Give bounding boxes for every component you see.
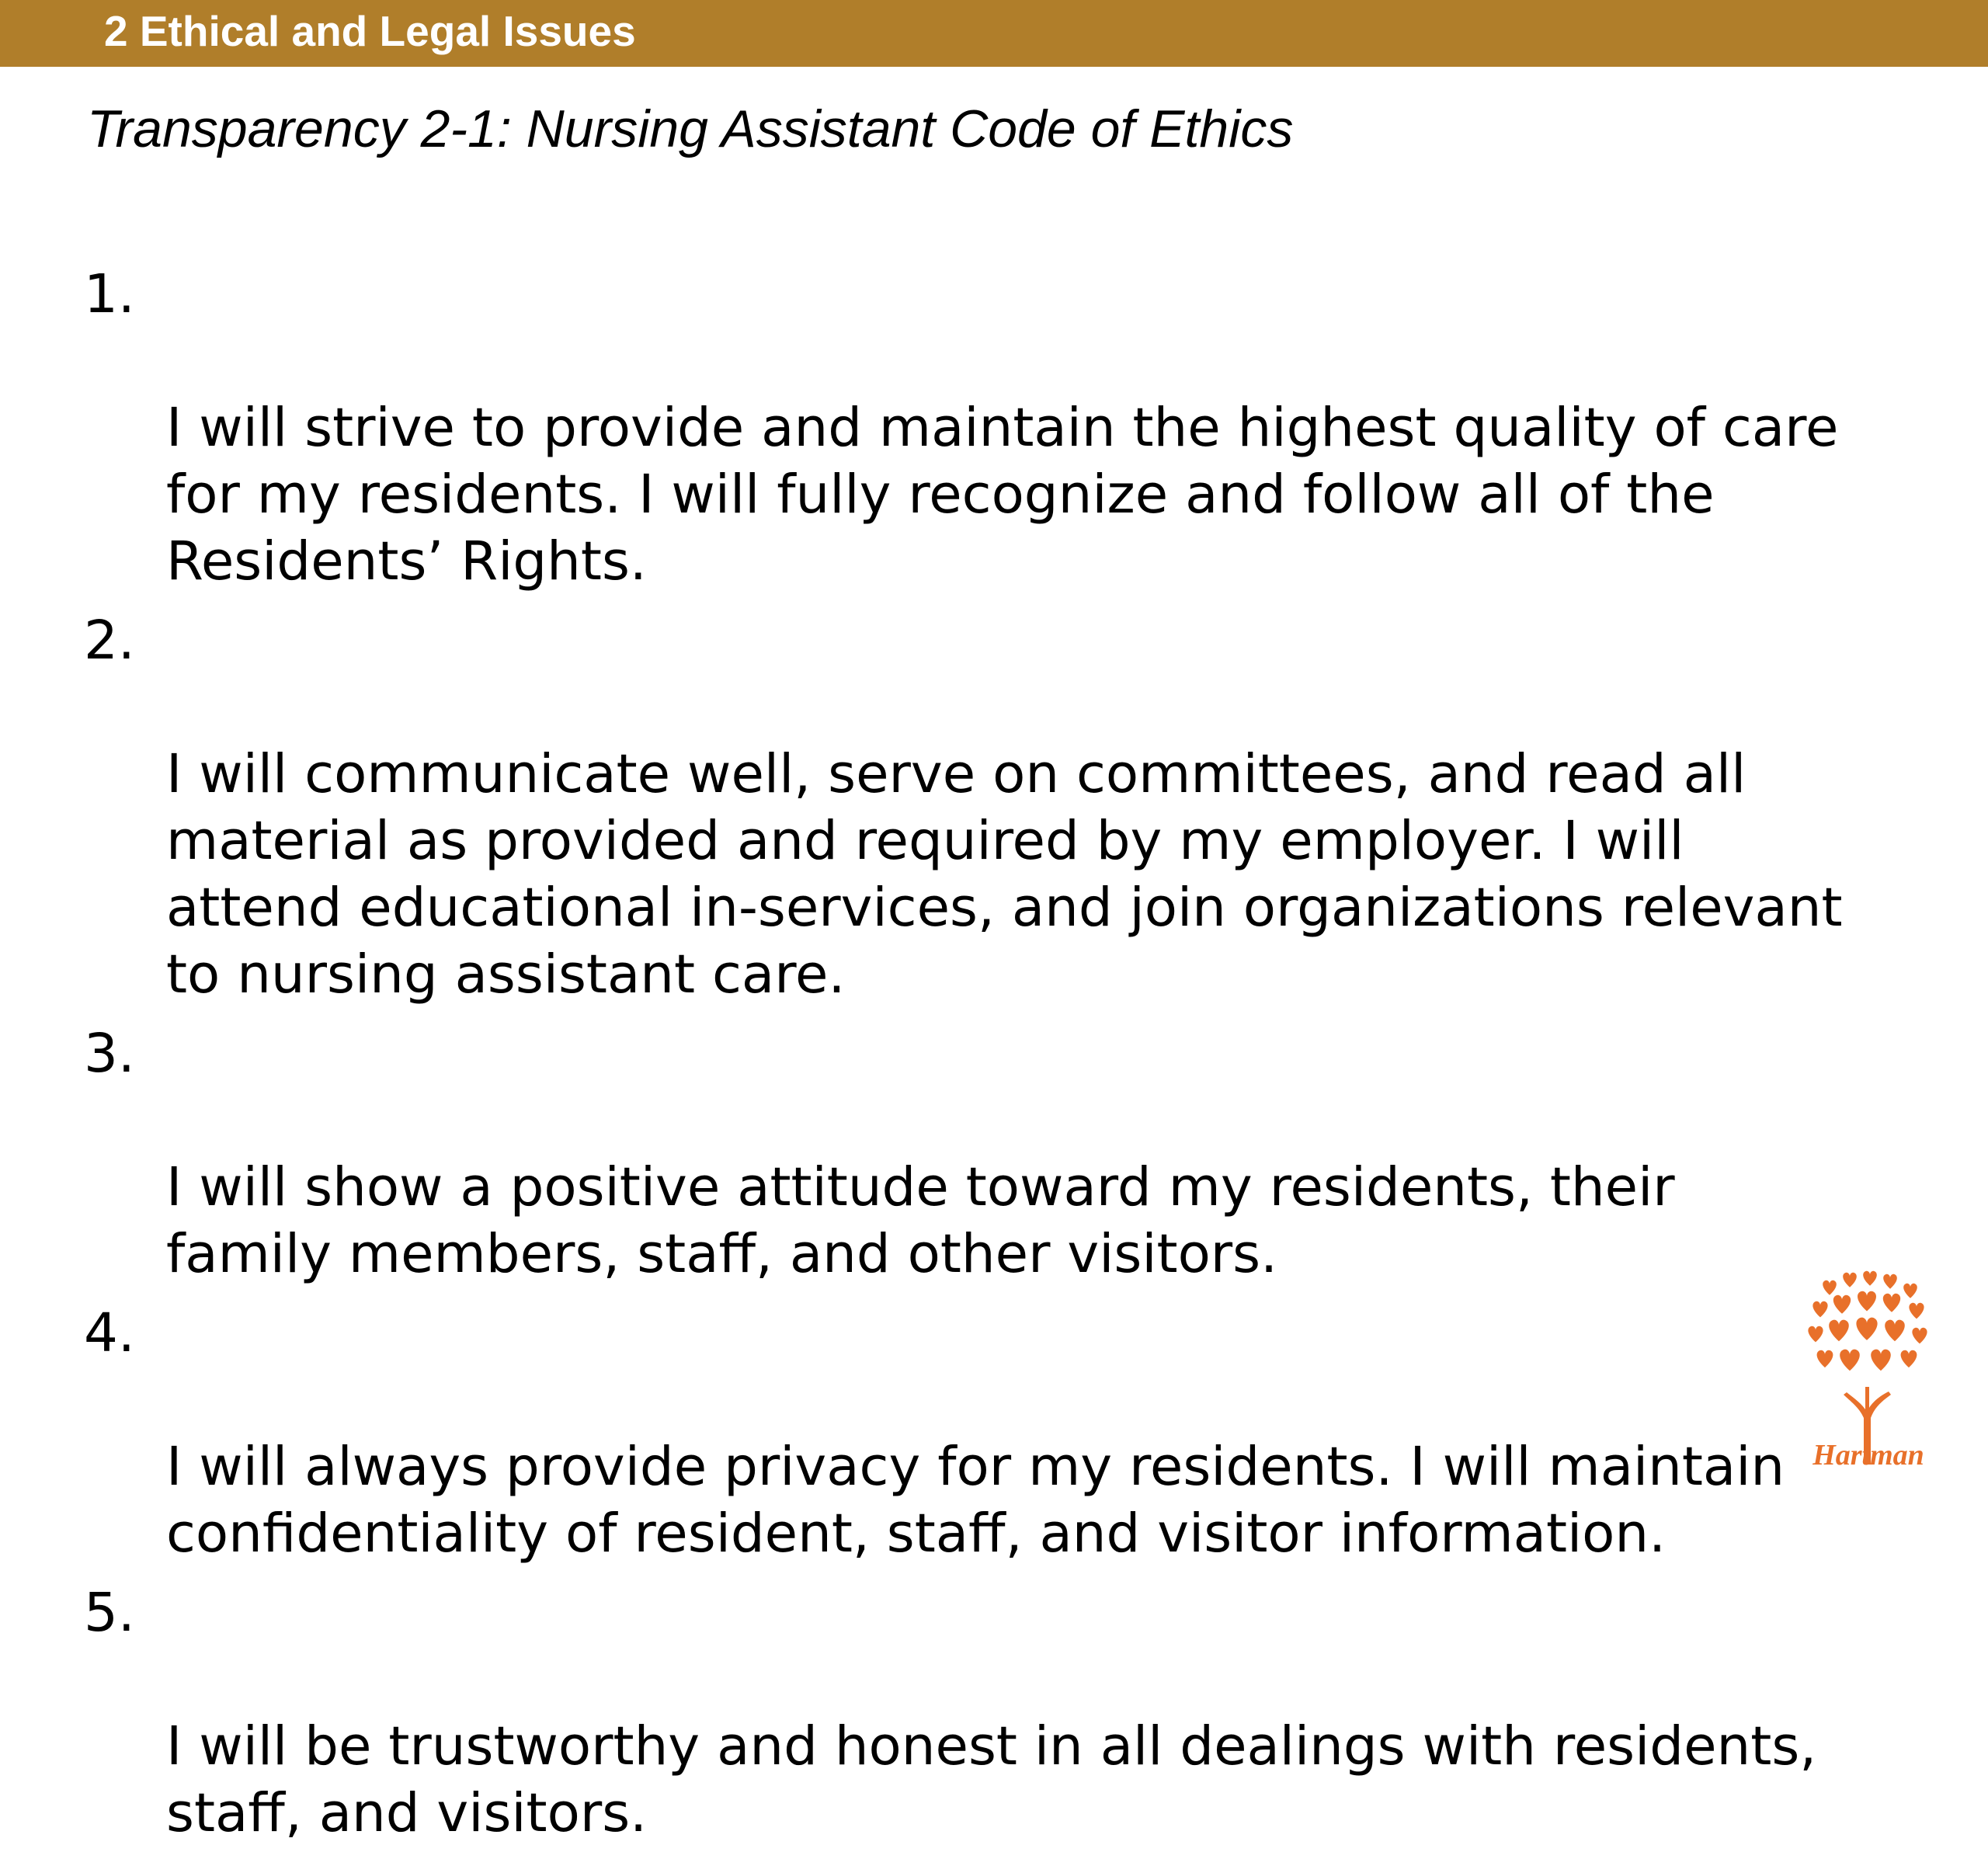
item-number: 1. (84, 263, 135, 325)
page-title: Transparency 2-1: Nursing Assistant Code of Ethics (87, 99, 1294, 158)
list-item (84, 607, 1917, 1008)
item-text: I will strive to provide and maintain the highest quality of care for my residents. I will fully recognize and follow all of the Residents’ Rights. (166, 397, 1839, 592)
item-text: I will always provide privacy for my residents. I will maintain confidentiality of resident, staff, and visitor information. (166, 1436, 1785, 1565)
code-of-ethics-list (84, 261, 1917, 1859)
item-text: I will show a positive attitude toward my residents, their family members, staff, and other visitors. (166, 1156, 1675, 1285)
item-number: 4. (84, 1302, 135, 1364)
item-text: I will be trustworthy and honest in all dealings with residents, staff, and visitors. (166, 1715, 1817, 1844)
header-bar (0, 0, 1988, 67)
list-item (84, 261, 1917, 595)
item-text: I will communicate well, serve on committees, and read all material as provided and required by my employer. I will attend educational in-services, and join organizations relevant to nursing assistant care. (166, 743, 1843, 1006)
list-item (84, 1300, 1917, 1567)
logo-wordmark: Hartman (1812, 1439, 1924, 1472)
item-number: 2. (84, 610, 135, 672)
chapter-title: 2 Ethical and Legal Issues (104, 7, 636, 55)
heart-tree-icon (1808, 1271, 1927, 1465)
list-item (84, 1579, 1917, 1847)
list-item (84, 1020, 1917, 1287)
item-number: 3. (84, 1023, 135, 1085)
item-number: 5. (84, 1582, 135, 1644)
hartman-logo (1799, 1270, 1938, 1472)
